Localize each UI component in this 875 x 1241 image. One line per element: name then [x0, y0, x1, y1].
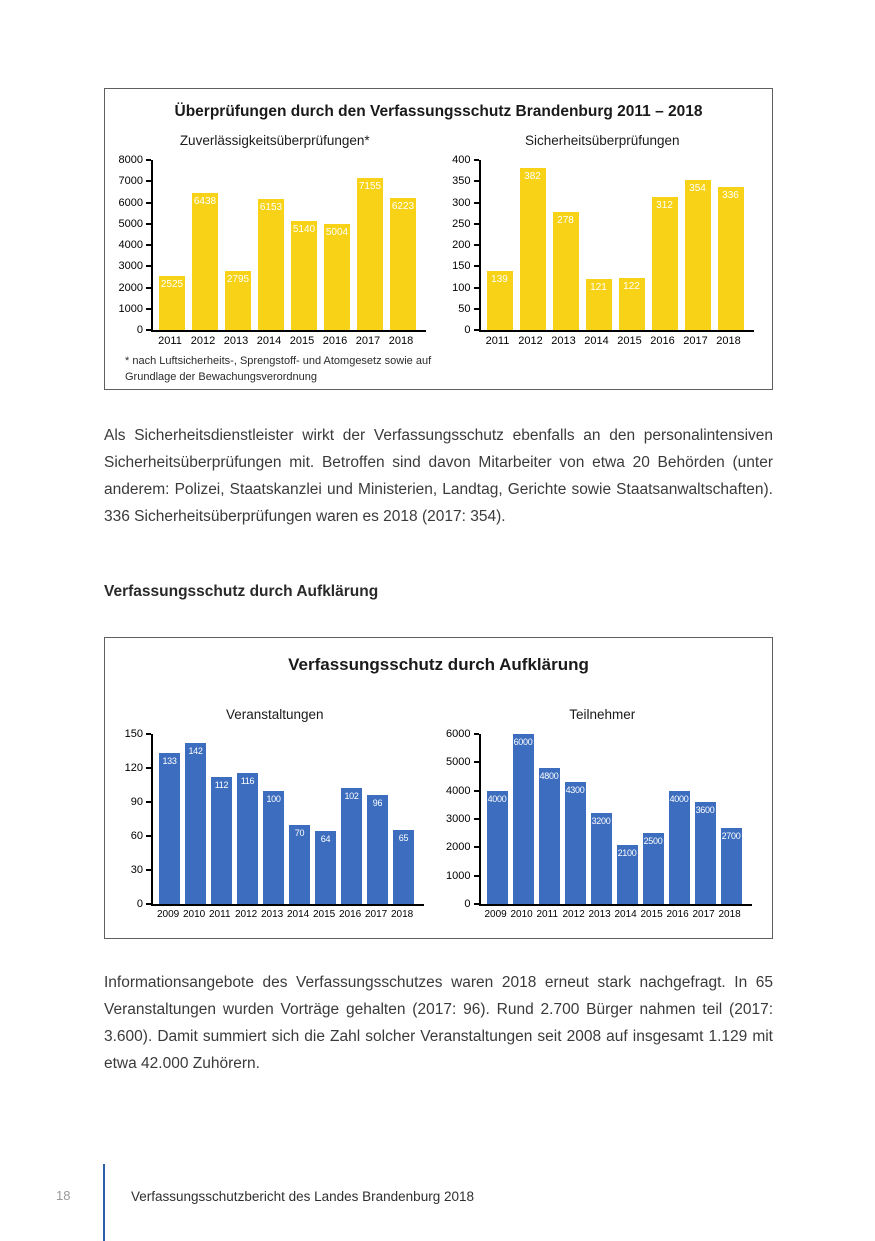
- bar-column: [619, 278, 645, 330]
- bar-value-label: 2100: [617, 847, 637, 858]
- chart-footnote: [125, 354, 772, 386]
- bar-value-label: 7155: [358, 180, 382, 192]
- x-tick-label: 2016: [322, 335, 348, 347]
- bar-value-label: 121: [590, 281, 607, 293]
- bar-value-label: 2700: [721, 830, 741, 841]
- bar-column: [237, 773, 258, 904]
- x-tick-label: 2011: [485, 335, 510, 347]
- x-tick-label: 2014: [614, 909, 637, 920]
- x-tick-label: 2010: [510, 909, 533, 920]
- bars-area: [151, 160, 426, 332]
- x-tick-label: 2017: [683, 335, 708, 347]
- bar-value-label: 96: [372, 798, 383, 809]
- bar-value-label: 336: [722, 190, 739, 202]
- chart-subtitle: Veranstaltungen: [225, 707, 324, 722]
- bar-column: [341, 788, 362, 904]
- x-tick-label: 2013: [588, 909, 611, 920]
- x-tick-label: 2015: [617, 335, 642, 347]
- panel-title: Überprüfungen durch den Verfassungsschutz Brandenburg 2011 – 2018: [174, 103, 703, 120]
- charts-row: [105, 133, 772, 347]
- bar-column: [159, 753, 180, 904]
- y-tick-mark: [146, 329, 151, 331]
- y-tick-mark: [474, 202, 479, 204]
- y-tick-label: 8000: [118, 154, 143, 166]
- y-tick-mark: [146, 287, 151, 289]
- bar-value-label: 4000: [669, 793, 689, 804]
- y-tick-label: 150: [452, 260, 471, 273]
- y-tick-label: 2000: [446, 841, 471, 854]
- y-tick-label: 1000: [118, 302, 143, 315]
- bar-column: [685, 180, 711, 330]
- x-axis-labels: [479, 909, 752, 920]
- bar-value-label: 2795: [226, 273, 250, 285]
- x-tick-label: 2017: [355, 335, 381, 347]
- bar-column: [652, 197, 678, 330]
- x-tick-label: 2011: [536, 909, 559, 920]
- y-tick-label: 150: [124, 728, 143, 740]
- x-tick-label: 2017: [692, 909, 715, 920]
- y-tick-label: 5000: [446, 756, 471, 769]
- y-tick-mark: [146, 159, 151, 161]
- y-tick-label: 4000: [446, 784, 471, 797]
- bar-2015: [315, 831, 336, 904]
- bar-2009: [159, 753, 180, 904]
- plot-area: [479, 734, 752, 920]
- footnote-line-1: * nach Luftsicherheits-, Sprengstoff- und Atomgesetz sowie auf: [125, 355, 432, 367]
- bar-2017: [695, 802, 716, 904]
- x-tick-label: 2009: [484, 909, 507, 920]
- bar-value-label: 2500: [643, 836, 663, 847]
- bar-value-label: 133: [162, 756, 177, 767]
- y-tick-mark: [474, 903, 479, 905]
- plot-area: [151, 160, 426, 347]
- bar-2009: [487, 791, 508, 904]
- y-tick-label: 60: [130, 830, 143, 842]
- x-tick-label: 2010: [183, 909, 206, 920]
- bar-column: [367, 795, 388, 904]
- x-tick-label: 2015: [313, 909, 336, 920]
- y-tick-mark: [146, 180, 151, 182]
- x-tick-label: 2017: [365, 909, 388, 920]
- section-heading-aufklaerung: Verfassungsschutz durch Aufklärung: [104, 583, 379, 600]
- bar-value-label: 5004: [325, 226, 349, 238]
- y-tick-label: 2000: [118, 281, 143, 294]
- bars-area: [479, 160, 754, 332]
- y-tick-mark: [474, 159, 479, 161]
- y-tick-label: 50: [458, 302, 471, 315]
- chart-panel-ueberpruefungen: [104, 88, 773, 390]
- y-tick-mark: [146, 733, 151, 735]
- y-tick-mark: [146, 265, 151, 267]
- x-axis-labels: [151, 909, 424, 920]
- bar-2012: [520, 168, 546, 330]
- bar-column: [617, 845, 638, 905]
- paragraph-sicherheitsdienstleister: Als Sicherheitsdienstleister wirkt der Verfassungsschutz ebenfalls an den personalintensiven Sicherheitsüberprüfungen mit. Betroffen sind davon Mitarbeiter von etwa 20 Behörden (unter anderem: Polizei, Staatskanzlei und Ministerien, Landtag, Gerichte sowie Staatsanwaltschaften). 336 Sicherheitsüberprüfungen waren es 2018 (2017: 354).: [104, 427, 773, 525]
- y-tick-mark: [146, 308, 151, 310]
- chart-figure-teilnehmer: [439, 707, 767, 920]
- bar-2016: [652, 197, 678, 330]
- bar-column: [192, 193, 218, 330]
- bar-value-label: 64: [320, 834, 331, 845]
- y-tick-label: 7000: [118, 175, 143, 188]
- y-tick-label: 3000: [446, 813, 471, 825]
- bar-column: [315, 831, 336, 904]
- bar-2010: [185, 743, 206, 904]
- bar-value-label: 70: [294, 827, 305, 838]
- y-tick-mark: [474, 244, 479, 246]
- bar-chart-sicherheitsueberpruefungen: [439, 154, 767, 347]
- y-tick-mark: [146, 202, 151, 204]
- bar-column: [289, 825, 310, 904]
- y-tick-mark: [474, 818, 479, 820]
- x-tick-label: 2013: [223, 335, 249, 347]
- x-tick-label: 2009: [157, 909, 180, 920]
- plot-area: [151, 734, 424, 920]
- bar-column: [357, 178, 383, 330]
- x-tick-label: 2014: [256, 335, 282, 347]
- y-tick-mark: [474, 761, 479, 763]
- y-tick-mark: [146, 244, 151, 246]
- bar-2016: [324, 224, 350, 330]
- bar-value-label: 354: [689, 182, 706, 194]
- x-tick-label: 2011: [158, 335, 182, 347]
- chart-subtitle: Zuverlässigkeitsüberprüfungen*: [179, 133, 370, 148]
- bar-chart-zuverlaessigkeitsueberpruefungen: [111, 154, 439, 347]
- y-tick-mark: [474, 265, 479, 267]
- x-tick-label: 2014: [584, 335, 609, 347]
- bar-column: [586, 279, 612, 330]
- y-tick-mark: [474, 733, 479, 735]
- bar-value-label: 102: [344, 791, 359, 802]
- bar-column: [487, 791, 508, 904]
- y-tick-mark: [474, 180, 479, 182]
- bar-2011: [211, 777, 232, 904]
- bar-value-label: 382: [524, 170, 541, 182]
- bar-column: [185, 743, 206, 904]
- x-axis-labels: [151, 335, 426, 347]
- y-tick-mark: [146, 869, 151, 871]
- bar-column: [669, 791, 690, 904]
- bar-column: [591, 813, 612, 904]
- bar-value-label: 112: [214, 780, 229, 791]
- bar-column: [643, 833, 664, 904]
- y-tick-label: 300: [452, 196, 471, 209]
- bar-column: [487, 271, 513, 330]
- bar-column: [721, 828, 742, 905]
- bar-2014: [617, 845, 638, 905]
- x-tick-label: 2018: [388, 335, 414, 347]
- bar-2012: [565, 782, 586, 904]
- bar-chart-teilnehmer: [439, 728, 767, 920]
- bar-value-label: 6223: [391, 200, 415, 212]
- x-tick-label: 2013: [551, 335, 576, 347]
- bar-column: [390, 198, 416, 330]
- x-tick-label: 2016: [650, 335, 675, 347]
- x-tick-label: 2018: [718, 909, 741, 920]
- y-tick-mark: [474, 287, 479, 289]
- y-tick-mark: [474, 846, 479, 848]
- y-axis: [111, 728, 151, 910]
- bar-value-label: 278: [557, 214, 574, 226]
- y-tick-label: 0: [136, 898, 143, 910]
- bar-2013: [553, 212, 579, 330]
- y-axis: [111, 154, 151, 336]
- y-tick-label: 5000: [118, 217, 143, 230]
- bar-value-label: 3200: [591, 816, 611, 827]
- bar-value-label: 4300: [565, 785, 585, 796]
- y-tick-mark: [146, 767, 151, 769]
- bar-column: [159, 276, 185, 330]
- bar-2016: [669, 791, 690, 904]
- footer-report-title: Verfassungsschutzbericht des Landes Brandenburg 2018: [131, 1189, 474, 1204]
- y-axis: [439, 154, 479, 336]
- y-tick-mark: [146, 903, 151, 905]
- bar-2014: [258, 199, 284, 330]
- panel-title: Verfassungsschutz durch Aufklärung: [288, 655, 589, 674]
- y-tick-label: 400: [452, 154, 471, 166]
- y-tick-mark: [474, 790, 479, 792]
- page-number: 18: [56, 1188, 71, 1203]
- bar-2014: [586, 279, 612, 330]
- x-tick-label: 2012: [562, 909, 585, 920]
- bar-value-label: 312: [656, 200, 673, 212]
- bar-2015: [291, 221, 317, 330]
- bar-2018: [393, 830, 414, 904]
- y-tick-mark: [474, 223, 479, 225]
- x-tick-label: 2012: [190, 335, 216, 347]
- chart-subtitle: Sicherheitsüberprüfungen: [524, 133, 680, 148]
- footnote-line-2: Grundlage der Bewachungsverordnung: [125, 370, 318, 383]
- x-tick-label: 2016: [666, 909, 689, 920]
- x-tick-label: 2015: [640, 909, 663, 920]
- x-tick-label: 2015: [289, 335, 315, 347]
- bar-column: [695, 802, 716, 904]
- bar-2015: [619, 278, 645, 330]
- bar-value-label: 6153: [259, 202, 283, 214]
- bar-value-label: 65: [398, 833, 409, 844]
- charts-row: [105, 707, 772, 920]
- chart-figure-sicherheitsueberpruefungen: [439, 133, 767, 347]
- bar-2018: [721, 828, 742, 905]
- bar-2018: [390, 198, 416, 330]
- bar-column: [520, 168, 546, 330]
- bar-column: [225, 271, 251, 330]
- bar-value-label: 3600: [695, 805, 715, 815]
- y-tick-label: 120: [124, 762, 143, 774]
- bar-column: [211, 777, 232, 904]
- bar-2013: [263, 791, 284, 904]
- bar-chart-veranstaltungen: [111, 728, 439, 920]
- y-tick-label: 3000: [118, 260, 143, 273]
- bar-2011: [539, 768, 560, 904]
- bar-2013: [225, 271, 251, 330]
- bar-2017: [367, 795, 388, 904]
- bar-2016: [341, 788, 362, 904]
- bar-column: [539, 768, 560, 904]
- chart-panel-aufklaerung: [104, 637, 773, 939]
- y-tick-label: 0: [464, 898, 471, 910]
- bar-value-label: 4800: [539, 771, 559, 781]
- y-tick-label: 250: [452, 217, 471, 230]
- bar-value-label: 100: [266, 793, 281, 804]
- y-tick-label: 30: [130, 864, 143, 876]
- y-tick-mark: [146, 223, 151, 225]
- bar-2010: [513, 734, 534, 904]
- x-tick-label: 2018: [391, 909, 414, 920]
- bar-value-label: 2525: [160, 279, 184, 291]
- y-tick-label: 6000: [446, 728, 471, 740]
- bar-2013: [591, 813, 612, 904]
- chart-figure-veranstaltungen: [111, 707, 439, 920]
- y-tick-mark: [474, 308, 479, 310]
- bar-value-label: 5140: [292, 223, 316, 235]
- paragraph-informationsangebote: Informationsangebote des Verfassungsschutzes waren 2018 erneut stark nachgefragt. In 65 Veranstaltungen wurden Vorträge gehalten (2017: 96). Rund 2.700 Bürger nahmen teil (2017: 3.600). Damit summiert sich die Zahl solcher Veranstaltungen seit 2008 auf insgesamt 1.129 mit etwa 42.000 Zuhörern.: [104, 974, 773, 1072]
- chart-figure-zuverlaessigkeitsueberpruefungen: [111, 133, 439, 347]
- bar-value-label: 6438: [193, 196, 217, 208]
- x-tick-label: 2012: [235, 909, 258, 920]
- x-tick-label: 2013: [261, 909, 284, 920]
- bar-column: [513, 734, 534, 904]
- bar-2017: [685, 180, 711, 330]
- chart-subtitle: Teilnehmer: [569, 707, 636, 722]
- y-tick-label: 4000: [118, 239, 143, 251]
- y-tick-mark: [474, 329, 479, 331]
- x-tick-label: 2012: [518, 335, 543, 347]
- y-tick-mark: [146, 835, 151, 837]
- bar-value-label: 116: [240, 775, 255, 786]
- bar-column: [263, 791, 284, 904]
- bar-value-label: 122: [623, 281, 640, 293]
- bar-2012: [192, 193, 218, 330]
- footer-divider-line: [103, 1164, 105, 1241]
- bar-2011: [487, 271, 513, 330]
- bar-2014: [289, 825, 310, 904]
- bar-2011: [159, 276, 185, 330]
- y-tick-label: 0: [464, 324, 471, 336]
- x-tick-label: 2011: [209, 909, 231, 920]
- bar-value-label: 4000: [487, 793, 507, 804]
- bar-2017: [357, 178, 383, 330]
- x-axis-labels: [479, 335, 754, 347]
- y-tick-label: 200: [452, 239, 471, 251]
- y-tick-mark: [146, 801, 151, 803]
- bar-column: [565, 782, 586, 904]
- bar-2015: [643, 833, 664, 904]
- y-tick-label: 6000: [118, 196, 143, 209]
- y-tick-label: 100: [452, 281, 471, 294]
- y-tick-label: 0: [136, 324, 143, 336]
- bar-2012: [237, 773, 258, 904]
- bar-column: [291, 221, 317, 330]
- x-tick-label: 2014: [287, 909, 310, 920]
- bars-area: [479, 734, 752, 906]
- bar-column: [393, 830, 414, 904]
- y-tick-label: 1000: [446, 869, 471, 882]
- bars-area: [151, 734, 424, 906]
- bar-column: [553, 212, 579, 330]
- plot-area: [479, 160, 754, 347]
- y-tick-mark: [474, 875, 479, 877]
- y-tick-label: 90: [130, 796, 143, 808]
- bar-column: [718, 187, 744, 330]
- y-axis: [439, 728, 479, 910]
- bar-column: [324, 224, 350, 330]
- bar-value-label: 142: [188, 746, 203, 757]
- bar-value-label: 6000: [513, 737, 533, 747]
- x-tick-label: 2016: [339, 909, 362, 920]
- bar-column: [258, 199, 284, 330]
- x-tick-label: 2018: [716, 335, 741, 347]
- y-tick-label: 350: [452, 175, 471, 188]
- bar-2018: [718, 187, 744, 330]
- bar-value-label: 139: [491, 273, 508, 285]
